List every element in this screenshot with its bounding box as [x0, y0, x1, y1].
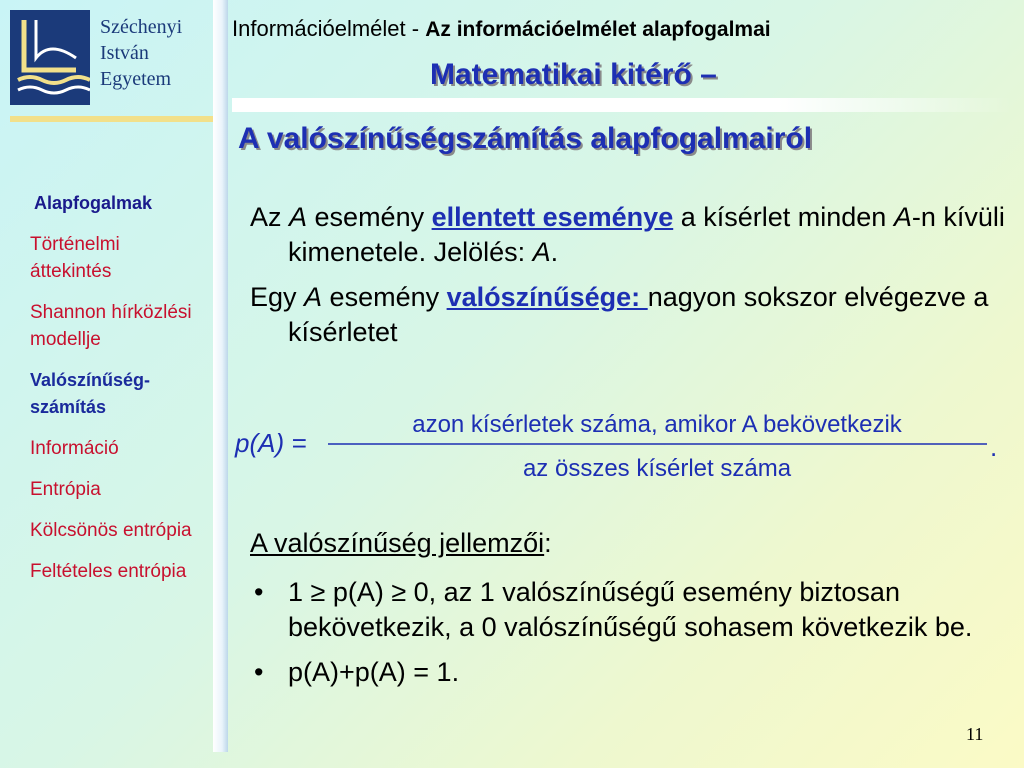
link-probability[interactable]: valószínűsége:: [446, 282, 648, 312]
nav-item-history[interactable]: Történelmi áttekintés: [30, 234, 120, 282]
slide-title-line-2: A valószínűségszámítás alapfogalmairól: [238, 122, 813, 155]
formula-numerator: azon kísérletek száma, amikor A bekövetkezik: [412, 411, 902, 438]
header-course: Információelmélet -: [232, 16, 426, 41]
paragraph-probability: [250, 280, 1010, 350]
text: a kísérlet minden: [673, 202, 894, 232]
logo-line-2: István: [100, 42, 149, 64]
bullet-icon: •: [254, 657, 264, 687]
list-item: [250, 575, 1010, 645]
nav-item-information[interactable]: Információ: [30, 438, 119, 459]
text: -n kívüli kimenetele. Jelölés:: [288, 202, 1005, 267]
sidebar-nav: [30, 190, 205, 599]
nav-item-shannon[interactable]: Shannon hírközlési modellje: [30, 302, 192, 350]
bullet-icon: •: [254, 577, 264, 607]
university-name: [100, 14, 182, 92]
text: nagyon sokszor elvégezve a kísérletet: [288, 282, 989, 347]
text: esemény: [322, 282, 447, 312]
formula-period: .: [990, 432, 998, 462]
nav-active-section[interactable]: Alapfogalmak: [34, 193, 153, 213]
logo-divider: [10, 116, 215, 122]
var-a: A: [289, 202, 308, 232]
university-logo: [10, 10, 90, 105]
nav-item-mutual-entropy[interactable]: Kölcsönös entrópia: [30, 520, 192, 541]
list-item: [250, 655, 1010, 690]
slide-body: [250, 200, 1010, 360]
text: .: [550, 237, 559, 267]
properties-heading: [250, 528, 552, 559]
logo-line-3: Egyetem: [100, 68, 172, 90]
text: Az: [250, 202, 290, 232]
page-number: 11: [966, 724, 984, 744]
var-a: A: [893, 202, 912, 232]
probability-formula: [232, 400, 1012, 490]
heading-text: A valószínűség jellemzői: [250, 528, 545, 558]
var-a: A: [304, 282, 323, 312]
text: esemény: [307, 202, 432, 232]
list-item-text: 1 ≥ p(A) ≥ 0, az 1 valószínűségű esemény biztosan bekövetkezik, a 0 valószínűségű sohasem következik be.: [288, 577, 973, 642]
nav-item-conditional-entropy[interactable]: Feltételes entrópia: [30, 561, 187, 582]
formula-denominator: az összes kísérlet száma: [522, 455, 792, 482]
logo-line-1: Széchenyi: [100, 16, 183, 38]
properties-list: [250, 575, 1010, 700]
slide-title-line-1: Matematikai kitérő –: [430, 58, 717, 91]
nav-item-probability[interactable]: Valószínűség-számítás: [30, 370, 151, 417]
var-a-complement: A: [532, 237, 551, 267]
paragraph-complement: [250, 200, 1010, 270]
sidebar-divider: [213, 0, 228, 752]
title-band: [232, 98, 1012, 112]
link-complement-event[interactable]: ellentett eseménye: [431, 202, 674, 232]
header-topic: Az információelmélet alapfogalmai: [425, 18, 771, 41]
slide-header: [232, 16, 771, 42]
formula-lhs: p(A) =: [235, 428, 307, 458]
list-item-text: p(A)+p(A) = 1.: [288, 657, 460, 687]
text: Egy: [250, 282, 305, 312]
nav-item-entropy[interactable]: Entrópia: [30, 479, 101, 500]
heading-colon: :: [544, 528, 552, 558]
